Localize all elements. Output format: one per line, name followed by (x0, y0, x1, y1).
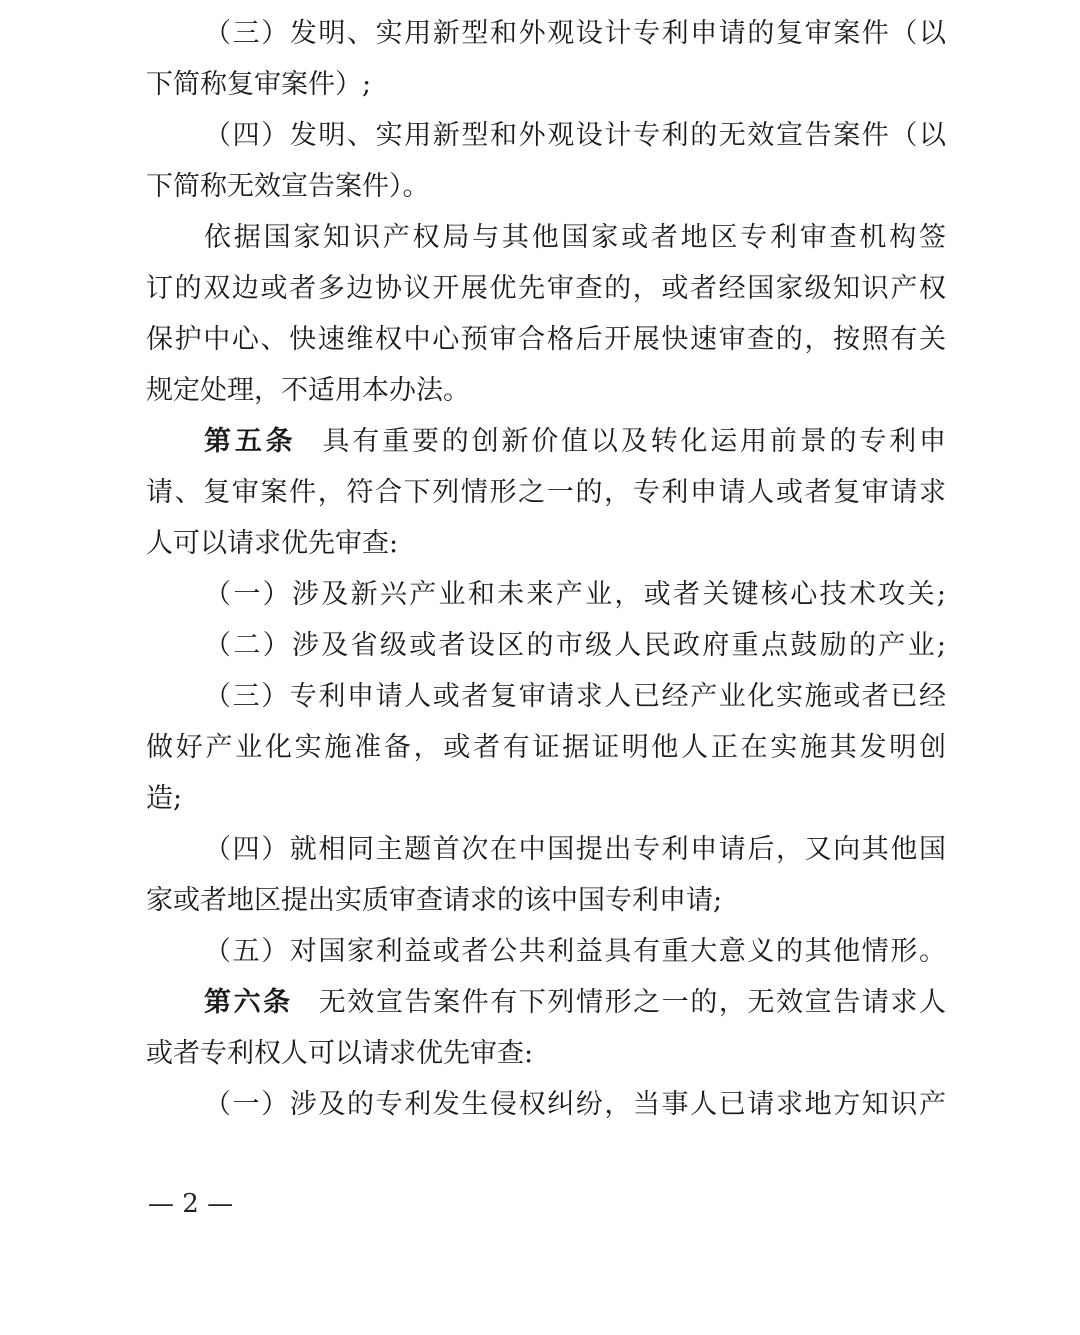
text-line: 下简称无效宣告案件）。 (146, 171, 430, 202)
article-six-heading: 第六条 (204, 987, 293, 1018)
text-line: 人可以请求优先审查: (146, 528, 399, 559)
text-line: （一）涉及的专利发生侵权纠纷，当事人已请求地方知识产 (204, 1089, 946, 1120)
article-five-line (204, 422, 946, 462)
text-line: 或者专利权人可以请求优先审查: (146, 1038, 534, 1069)
text-line: 无效宣告案件有下列情形之一的，无效宣告请求人 (318, 987, 946, 1018)
page-number: — 2 — (148, 1189, 234, 1219)
article-six-line (204, 983, 946, 1023)
text-line: （四）就相同主题首次在中国提出专利申请后，又向其他国 (204, 834, 946, 865)
text-line: 家或者地区提出实质审查请求的该中国专利申请; (146, 885, 723, 916)
text-line: 请、复审案件，符合下列情形之一的，专利申请人或者复审请求 (146, 477, 946, 508)
text-line: 订的双边或者多边协议开展优先审查的，或者经国家级知识产权 (146, 273, 946, 304)
text-line: （五）对国家利益或者公共利益具有重大意义的其他情形。 (204, 936, 946, 967)
text-line: 依据国家知识产权局与其他国家或者地区专利审查机构签 (204, 222, 946, 253)
text-line: 造; (146, 783, 183, 814)
article-five-heading: 第五条 (204, 426, 297, 457)
text-line: 具有重要的创新价值以及转化运用前景的专利申 (322, 426, 947, 457)
text-line: 规定处理，不适用本办法。 (146, 375, 470, 406)
text-line: 下简称复审案件）; (146, 69, 372, 100)
text-line: （三）发明、实用新型和外观设计专利申请的复审案件（以 (204, 18, 946, 49)
text-line: （四）发明、实用新型和外观设计专利的无效宣告案件（以 (204, 120, 946, 151)
text-line: （一）涉及新兴产业和未来产业，或者关键核心技术攻关; (204, 579, 946, 610)
text-line: 保护中心、快速维权中心预审合格后开展快速审查的，按照有关 (146, 324, 946, 355)
text-line: 做好产业化实施准备，或者有证据证明他人正在实施其发明创 (146, 732, 946, 763)
text-line: （三）专利申请人或者复审请求人已经产业化实施或者已经 (204, 681, 946, 712)
text-line: （二）涉及省级或者设区的市级人民政府重点鼓励的产业; (204, 630, 946, 661)
